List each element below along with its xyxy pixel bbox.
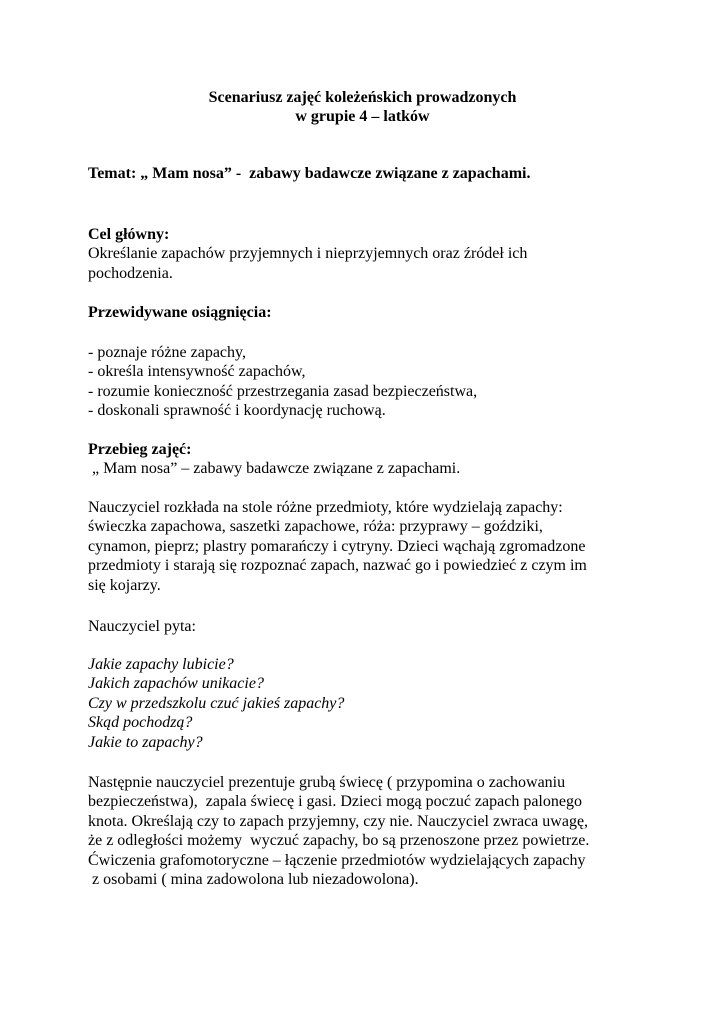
main-goal-heading: Cel główny: bbox=[88, 226, 170, 243]
next-activity-line: Ćwiczenia grafomotoryczne – łączenie przedmiotów wydzielających zapachy bbox=[88, 851, 586, 869]
question-item: Jakie zapachy lubicie? bbox=[88, 656, 234, 673]
next-activity-line: że z odległości możemy wyczuć zapachy, bo są przenoszone przez powietrze. bbox=[88, 832, 590, 850]
description-line: się kojarzy. bbox=[88, 576, 161, 594]
next-activity-line: z osobami ( mina zadowolona lub niezadowolona). bbox=[88, 870, 419, 888]
course-subtitle: „ Mam nosa” – zabawy badawcze związane z zapachami. bbox=[88, 460, 461, 478]
next-activity bbox=[88, 773, 648, 889]
document-title-line-2: w grupie 4 – latków bbox=[295, 108, 430, 125]
main-goal-section bbox=[88, 225, 648, 283]
activity-description bbox=[88, 498, 648, 595]
question-item: Jakie to zapachy? bbox=[88, 733, 203, 751]
question-item: Jakich zapachów unikacie? bbox=[88, 675, 264, 693]
course-section bbox=[88, 440, 648, 479]
main-goal-text-line: Określanie zapachów przyjemnych i nieprzyjemnych oraz źródeł ich bbox=[88, 245, 528, 263]
question-item: Skąd pochodzą? bbox=[88, 714, 193, 732]
description-line: Nauczyciel rozkłada na stole różne przedmioty, które wydzielają zapachy: bbox=[88, 499, 563, 516]
next-activity-line: Następnie nauczyciel prezentuje grubą świecę ( przypomina o zachowaniu bbox=[88, 774, 566, 791]
next-activity-line: bezpieczeństwa), zapala świecę i gasi. Dzieci mogą poczuć zapach palonego bbox=[88, 793, 582, 811]
question-item: Czy w przedszkolu czuć jakieś zapachy? bbox=[88, 694, 345, 712]
outcome-item: - poznaje różne zapachy, bbox=[88, 344, 246, 361]
next-activity-line: knota. Określają czy to zapach przyjemny, czy nie. Nauczyciel zwraca uwagę, bbox=[88, 812, 589, 830]
topic-heading: Temat: „ Mam nosa” - zabawy badawcze związane z zapachami. bbox=[88, 165, 531, 182]
questions-list bbox=[88, 655, 648, 752]
outcomes-section bbox=[88, 303, 648, 322]
main-goal-text-line: pochodzenia. bbox=[88, 264, 173, 282]
document-title-line-1: Scenariusz zajęć koleżeńskich prowadzonych bbox=[208, 89, 517, 106]
teacher-asks bbox=[88, 617, 648, 636]
outcomes-list bbox=[88, 343, 648, 421]
course-heading: Przebieg zajęć: bbox=[88, 441, 192, 458]
outcome-item: - doskonali sprawność i koordynację ruchową. bbox=[88, 402, 386, 420]
outcome-item: - określa intensywność zapachów, bbox=[88, 363, 306, 381]
description-line: świeczka zapachowa, saszetki zapachowe, róża: przyprawy – goździki, bbox=[88, 518, 543, 536]
description-line: przedmioty i starają się rozpoznać zapach, nazwać go i powiedzieć z czym im bbox=[88, 557, 587, 575]
outcome-item: - rozumie konieczność przestrzegania zasad bezpieczeństwa, bbox=[88, 382, 478, 400]
teacher-asks-text: Nauczyciel pyta: bbox=[88, 618, 196, 635]
outcomes-heading: Przewidywane osiągnięcia: bbox=[88, 304, 272, 321]
description-line: cynamon, pieprz; plastry pomarańczy i cytryny. Dzieci wąchają zgromadzone bbox=[88, 537, 586, 555]
